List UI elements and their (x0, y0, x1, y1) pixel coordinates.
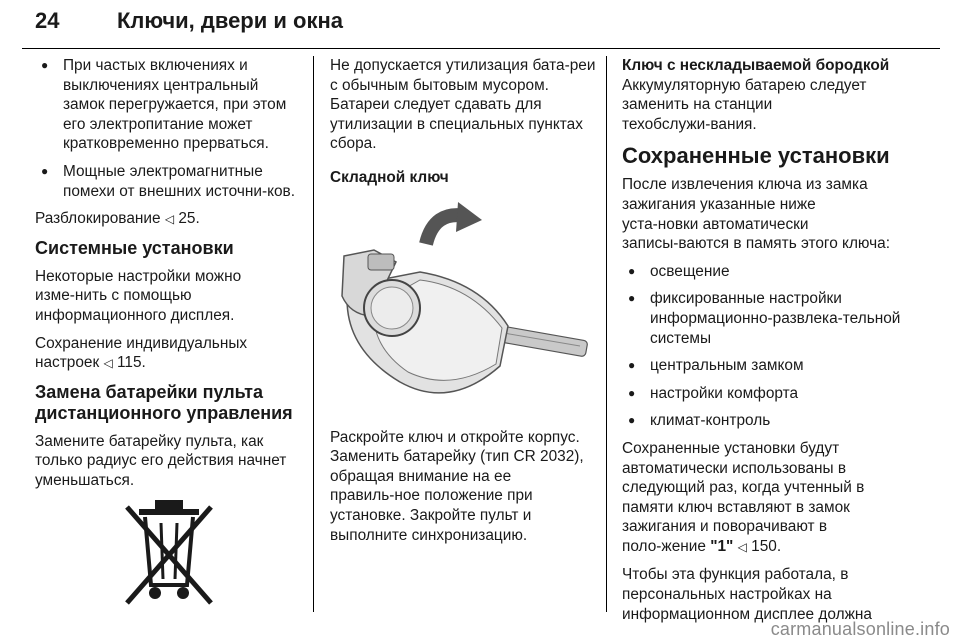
folding-key-heading: Складной ключ (330, 168, 449, 186)
link-page-150[interactable]: 150. (751, 537, 782, 555)
system-settings-text: Некоторые настройки можно изме‑нить с помощью информационного дисплея. (35, 267, 242, 324)
save-settings-reference: Сохранение индивидуальных настроек ◁ 115. (35, 334, 248, 372)
battery-replacement-text: Замените батарейку пульта, как только радиус его действия начнет уменьшаться. (35, 432, 287, 489)
battery-replacement-heading: Замена батарейки пульта дистанционного управления (35, 381, 293, 423)
saved-settings-list (622, 262, 901, 431)
page-title: Ключи, двери и окна (117, 8, 343, 33)
display-requirement-text: Чтобы эта функция работала, в персональных настройках на информационном дисплее должна (622, 566, 872, 623)
saved-settings-heading: Сохраненные установки (622, 143, 890, 169)
page-ref-icon: ◁ (103, 356, 113, 371)
column-divider-2 (606, 56, 607, 612)
bullet-item: ● Мощные электромагнитные помехи от внешних источни‑ков. (35, 162, 303, 201)
watermark: carmanualsonline.info (770, 619, 950, 639)
link-page-25[interactable]: 25. (178, 210, 200, 228)
page-ref-icon: ◁ (737, 539, 747, 554)
system-settings-heading: Системные установки (35, 237, 234, 258)
column-2 (330, 56, 598, 553)
list-item: ● фиксированные настройки информационно‑развлека‑тельной системы (622, 289, 890, 348)
fixed-key-heading: Ключ с нескладываемой бородкой (622, 57, 890, 74)
bullet-item: ● При частых включениях и выключениях центральный замок перегружается, при этом его электропитание может кратковременно прерваться. (35, 56, 303, 154)
overload-bullet-list (35, 56, 303, 201)
ignition-position: "1" (710, 537, 734, 555)
column-divider-1 (313, 56, 314, 612)
page-ref-icon: ◁ (164, 212, 175, 227)
folding-key-illustration (330, 196, 598, 418)
list-item: ● настройки комфорта (622, 384, 890, 404)
column-1 (35, 56, 303, 609)
list-item: ● климат‑контроль (622, 411, 890, 431)
list-item: ● освещение (622, 262, 890, 282)
saved-settings-intro: После извлечения ключа из замка зажигания указанные ниже уста‑новки автоматически записы‑ваются в память этого ключа: (622, 176, 890, 253)
battery-disposal-text: Не допускается утилизация бата‑реи с обычным бытовым мусором. Батареи следует сдавать для утилизации в специальных пунктах сбора. (330, 57, 596, 153)
unlock-reference: Разблокирование ◁ 25. (35, 210, 200, 228)
saved-settings-usage: Сохраненные установки будут автоматически использованы в следующий раз, когда учтенный в памяти ключ вставляют в замок зажигания и поворачивают в поло‑жение "1" ◁ 150. (622, 439, 865, 555)
page-header (22, 0, 940, 49)
link-page-115[interactable]: 115. (117, 354, 146, 372)
crossed-out-bin-icon (117, 499, 221, 609)
folding-key-instructions: Раскройте ключ и откройте корпус. Заменить батарейку (тип CR 2032), обращая внимание на ее правиль‑ное положение при установке. Закройте пульт и выполните синхронизацию. (330, 428, 584, 544)
list-item: ● центральным замком (622, 356, 890, 376)
page-number: 24 (35, 8, 60, 33)
column-3 (622, 56, 901, 632)
fixed-key-text: Аккумуляторную батарею следует заменить на станции техобслужи‑вания. (622, 76, 867, 133)
